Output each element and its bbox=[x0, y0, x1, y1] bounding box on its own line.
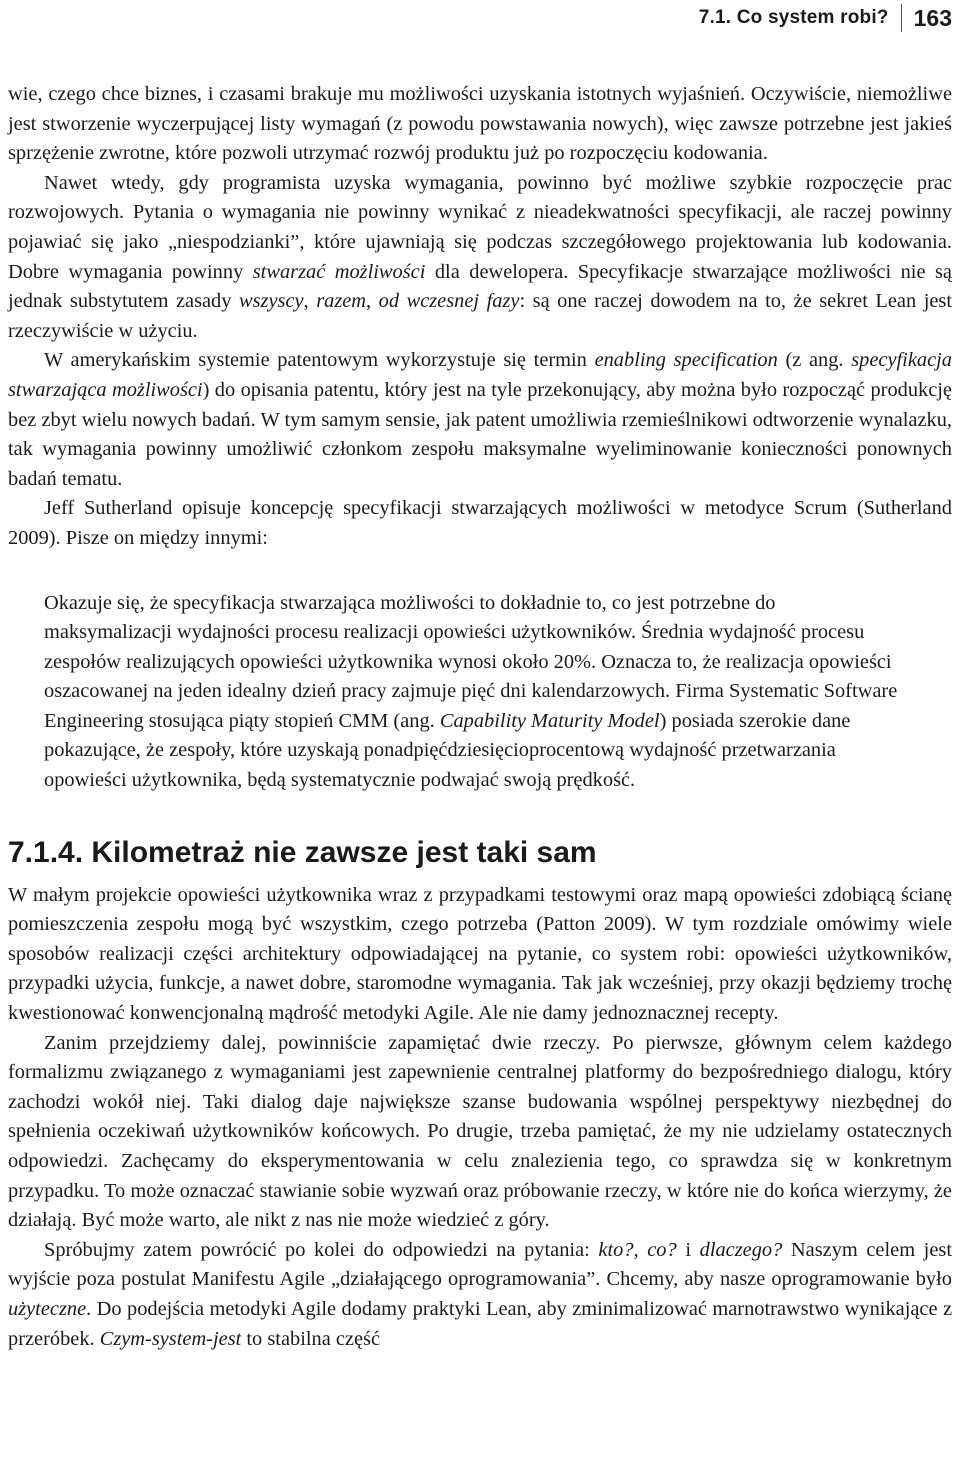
paragraph-enabling-specs: Nawet wtedy, gdy programista uzyska wymagania, powinno być możliwe szybkie rozpoczęcie prac rozwojowych. Pytania o wymagania nie powinny wynikać z nieadekwatności specyfikacji, ale raczej powinny pojawiać się jako „niespodzianki”, które ujawniają się podczas szczegółowego projektowania lub kodowania. Dobre wymagania powinny stwarzać możliwości dla dewelopera. Specyfikacje stwarzające możliwości nie są jednak substytutem zasady wszyscy, razem, od wczesnej fazy: są one raczej dowodem na to, że sekret Lean jest rzeczywiście w użyciu. bbox=[8, 171, 953, 342]
page-number: 163 bbox=[913, 4, 952, 31]
paragraph-sutherland: Jeff Sutherland opisuje koncepcję specyfikacji stwarzających możliwości w metodyce Scrum (Sutherland 2009). Pisze on między innymi: bbox=[8, 497, 952, 549]
paragraph-two-things: Zanim przejdziemy dalej, powinniście zapamiętać dwie rzeczy. Po pierwsze, głównym celem każdego formalizmu związanego z wymaganiami jest zapewnienie centralnej platformy do bezpośredniego dialogu, który zachodzi wokół niej. Taki dialog daje największe szanse budowania wspólnej perspektywy niezbędnej do spełnienia oczekiwań użytkowników końcowych. Po drugie, trzeba pamiętać, że my nie udzielamy ostatecznych odpowiedzi. Zachęcamy do eksperymentowania w celu znalezienia tego, co sprawdza się w konkretnym przypadku. To może oznaczać stawianie sobie wyzwań oraz próbowanie rzeczy, w które nie do końca wierzymy, że działają. Być może warto, ale nikt z nas nie może wiedzieć z góry. bbox=[8, 1031, 952, 1232]
section-title: 7.1. Co system robi? bbox=[698, 7, 889, 28]
paragraph-small-project: W małym projekcie opowieści użytkownika wraz z przypadkami testowymi oraz mapą opowieści zdobiącą ścianę pomieszczenia zespołu mogą być wszystkim, czego potrzeba (Patton 2009). W tym rozdziale omówimy wiele sposobów realizacji części architektury odpowiadającej na pytanie, co system robi: opowieści użytkowników, przypadki użycia, funkcje, a nawet dobre, staromodne wymagania. Tak jak wcześniej, przy okazji będziemy trochę kwestionować konwencjonalną mądrość metodyki Agile. Ale nie damy jednoznacznej recepty. bbox=[8, 883, 952, 1025]
paragraph-questions: Spróbujmy zatem powrócić po kolei do odpowiedzi na pytania: kto?, co? i dlaczego? Naszym celem jest wyjście poza postulat Manifestu Agile „działającego oprogramowania”. Chcemy, aby nasze oprogramowanie było użyteczne. Do podejścia metodyki Agile dodamy praktyki Lean, aby zminimalizować marnotrawstwo wynikające z przeróbek. Czym-system-jest to stabilna część bbox=[8, 1238, 952, 1350]
header-divider bbox=[901, 4, 902, 32]
subsection-heading: 7.1.4. Kilometraż nie zawsze jest taki sam bbox=[8, 835, 597, 869]
paragraph-patent-system: W amerykańskim systemie patentowym wykorzystuje się termin enabling specification (z ang. specyfikacja stwarzająca możliwości) do opisania patentu, który jest na tyle przekonujący, aby można było rozpocząć produkcję bez zbyt wielu nowych badań. W tym samym sensie, jak patent umożliwia rzemieślnikowi odtworzenie wynalazku, tak wymagania powinny umożliwić członkom zespołu maksymalne wyeliminowanie konieczności ponownych badań tematu. bbox=[8, 349, 952, 490]
running-header bbox=[699, 0, 952, 36]
paragraph-continuation: wie, czego chce biznes, i czasami brakuje mu możliwości uzyskania istotnych wyjaśnień. Oczywiście, niemożliwe jest stworzenie wyczerpującej listy wymagań (z powodu powstawania nowych), więc zawsze potrzebne jest jakieś sprzężenie zwrotne, które pozwoli utrzymać rozwój produktu już po rozpoczęciu kodowania. bbox=[8, 83, 952, 165]
block-quote: Okazuje się, że specyfikacja stwarzająca możliwości to dokładnie to, co jest potrzebne do maksymalizacji wydajności procesu realizacji opowieści użytkowników. Średnia wydajność procesu zespołów realizujących opowieści użytkownika wynosi około 20%. Oznacza to, że realizacja opowieści oszacowanej na jeden idealny dzień pracy zajmuje pięć dni kalendarzowych. Firma Systematic Software Engineering stosująca piąty stopień CMM (ang. Capability Maturity Model) posiada szerokie dane pokazujące, że zespoły, które uzyskają ponadpięćdziesięcioprocentową wydajność przetwarzania opowieści użytkownika, będą systematycznie podwajać swoją prędkość. bbox=[44, 591, 898, 792]
page-body bbox=[8, 80, 952, 1354]
